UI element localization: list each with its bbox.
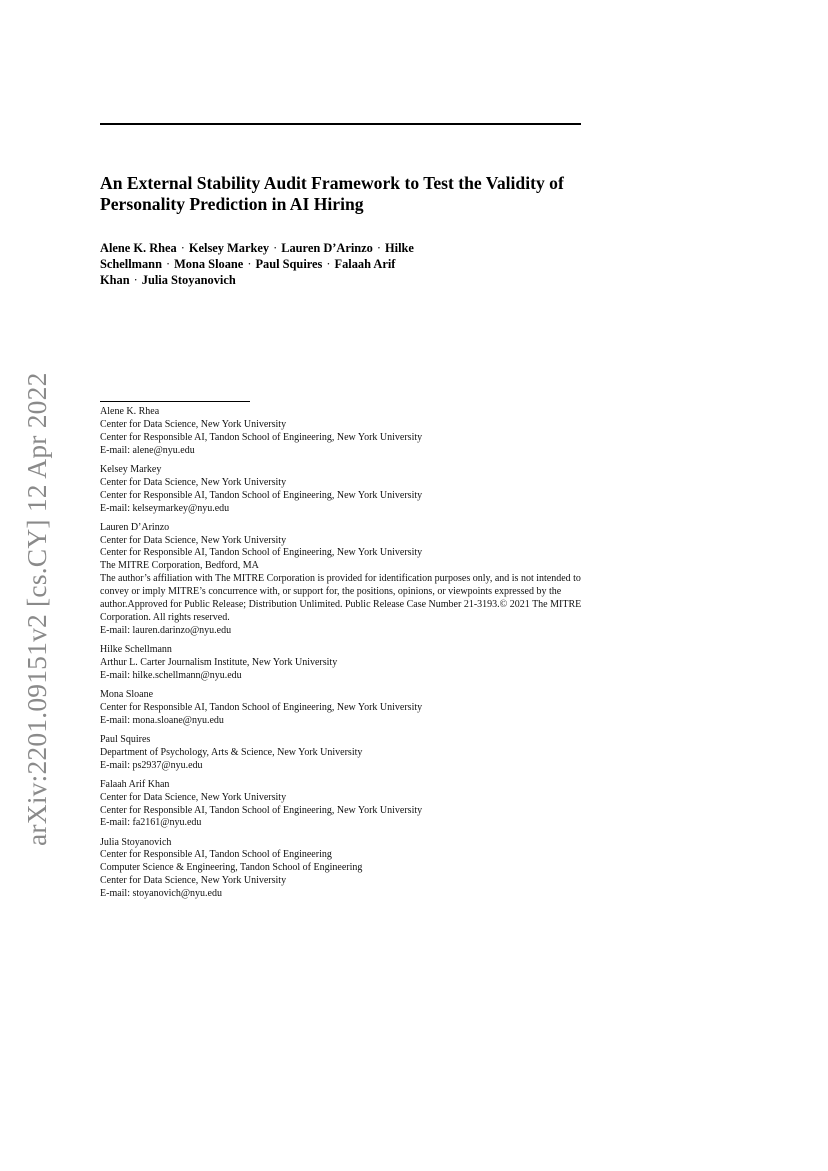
affiliation-author-name: Falaah Arif Khan	[100, 778, 170, 790]
affiliation-block	[100, 837, 590, 902]
affiliation-line: Arthur L. Carter Journalism Institute, New York University	[100, 656, 338, 668]
affiliation-line: The MITRE Corporation, Bedford, MA	[100, 560, 259, 572]
affiliation-email: E-mail: kelseymarkey@nyu.edu	[100, 502, 230, 514]
affiliation-email: E-mail: hilke.schellmann@nyu.edu	[100, 669, 242, 681]
affiliation-block	[100, 522, 590, 638]
author-separator: ·	[326, 257, 331, 271]
affiliation-footnotes	[100, 406, 590, 907]
author-name: Julia Stoyanovich	[141, 273, 236, 287]
author-name: Hilke Schellmann	[100, 241, 414, 271]
affiliation-line: Center for Responsible AI, Tandon School of Engineering	[100, 849, 332, 861]
affiliation-line: Center for Responsible AI, Tandon School of Engineering, New York University	[100, 489, 423, 501]
affiliation-email: E-mail: ps2937@nyu.edu	[100, 759, 203, 771]
author-name: Falaah Arif Khan	[100, 257, 396, 287]
arxiv-identifier: arXiv:2201.09151v2 [cs.CY] 12 Apr 2022	[21, 372, 52, 846]
affiliation-line: Center for Responsible AI, Tandon School of Engineering, New York University	[100, 547, 423, 559]
affiliation-line: Center for Data Science, New York University	[100, 791, 287, 803]
affiliation-email: E-mail: lauren.darinzo@nyu.edu	[100, 624, 232, 636]
affiliation-block	[100, 689, 590, 728]
author-name: Mona Sloane	[174, 257, 244, 271]
affiliation-block	[100, 779, 590, 831]
author-name: Paul Squires	[255, 257, 323, 271]
affiliation-line: Center for Data Science, New York University	[100, 875, 287, 887]
affiliation-email: E-mail: stoyanovich@nyu.edu	[100, 888, 222, 900]
affiliation-block	[100, 734, 590, 773]
affiliation-line: Center for Data Science, New York University	[100, 534, 287, 546]
affiliation-disclaimer: The author’s affiliation with The MITRE Corporation is provided for identification purposes only, and is not intended to convey or imply MITRE’s concurrence with, or support for, the positions, opinions, or viewpoints expressed by the author.Approved for Public Release; Distribution Unlimited. Public Release Case Number 21-3193.© 2021 The MITRE Corporation. All rights reserved.	[100, 573, 582, 623]
author-list	[100, 240, 420, 288]
author-separator: ·	[247, 257, 252, 271]
author-separator: ·	[180, 241, 185, 255]
affiliation-block	[100, 406, 590, 458]
paper-title: An External Stability Audit Framework to Test the Validity of Personality Prediction in AI Hiring	[100, 173, 564, 214]
author-name: Kelsey Markey	[188, 241, 270, 255]
affiliation-line: Center for Data Science, New York University	[100, 418, 287, 430]
affiliation-block	[100, 464, 590, 516]
affiliation-line: Center for Data Science, New York University	[100, 476, 287, 488]
affiliation-line: Computer Science & Engineering, Tandon School of Engineering	[100, 862, 363, 874]
affiliation-author-name: Julia Stoyanovich	[100, 836, 172, 848]
author-name: Lauren D’Arinzo	[281, 241, 373, 255]
affiliation-email: E-mail: alene@nyu.edu	[100, 444, 195, 456]
affiliation-line: Center for Responsible AI, Tandon School of Engineering, New York University	[100, 431, 423, 443]
affiliation-author-name: Hilke Schellmann	[100, 643, 172, 655]
affiliation-author-name: Mona Sloane	[100, 688, 154, 700]
affiliation-line: Center for Responsible AI, Tandon School of Engineering, New York University	[100, 701, 423, 713]
author-separator: ·	[376, 241, 382, 255]
header-rule	[100, 123, 581, 125]
footnote-rule	[100, 401, 250, 402]
affiliation-block	[100, 644, 590, 683]
affiliation-line: Department of Psychology, Arts & Science, New York University	[100, 746, 363, 758]
author-separator: ·	[133, 273, 138, 287]
affiliation-author-name: Kelsey Markey	[100, 463, 162, 475]
affiliation-author-name: Paul Squires	[100, 733, 151, 745]
affiliation-email: E-mail: mona.sloane@nyu.edu	[100, 714, 224, 726]
author-name: Alene K. Rhea	[100, 241, 177, 255]
affiliation-author-name: Lauren D’Arinzo	[100, 521, 170, 533]
affiliation-email: E-mail: fa2161@nyu.edu	[100, 817, 202, 829]
affiliation-line: Center for Responsible AI, Tandon School of Engineering, New York University	[100, 804, 423, 816]
author-separator: ·	[273, 241, 278, 255]
author-separator: ·	[165, 257, 171, 271]
affiliation-author-name: Alene K. Rhea	[100, 406, 160, 417]
